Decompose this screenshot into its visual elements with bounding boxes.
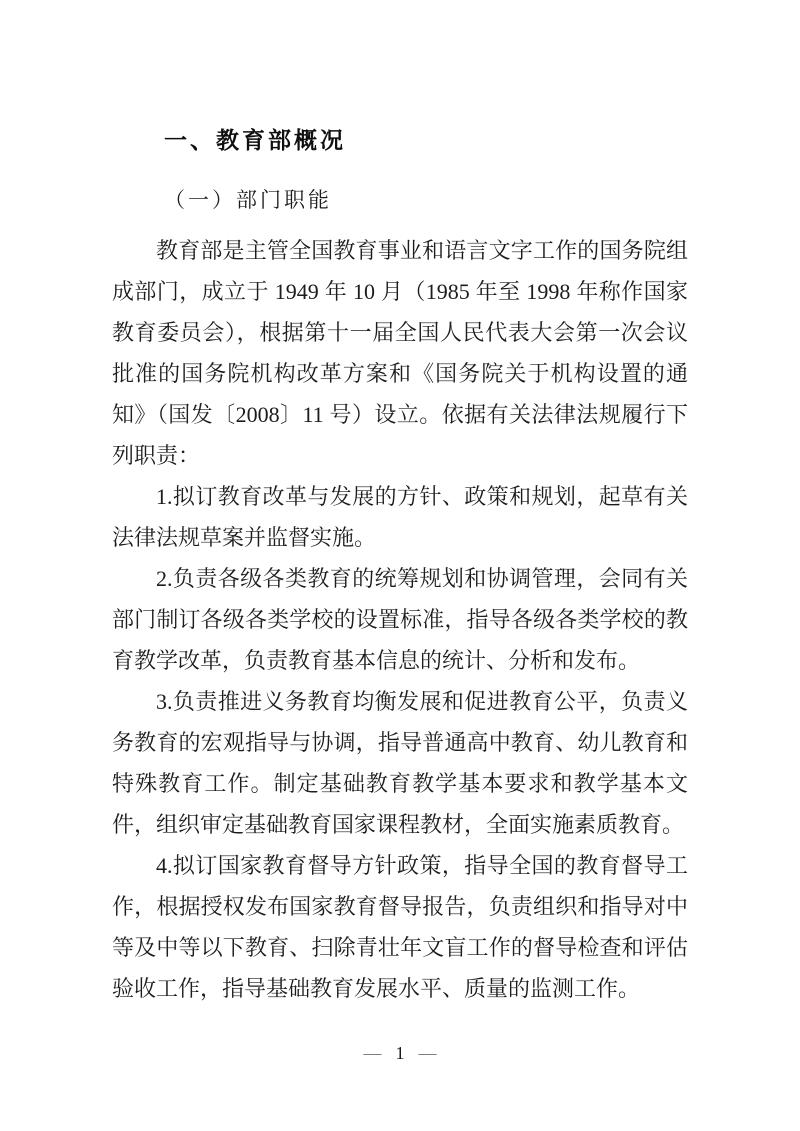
page-footer	[0, 1040, 800, 1066]
paragraph-duty-4: 4.拟订国家教育督导方针政策，指导全国的教育督导工作，根据授权发布国家教育督导报告，负责组织和指导对中等及中等以下教育、扫除青壮年文盲工作的督导检查和评估验收工作，指导基础教育发展水平、质量的监测工作。	[112, 853, 688, 1001]
footer-dash-left: —	[363, 1043, 382, 1063]
footer-dash-right: —	[418, 1043, 437, 1063]
section-title: 一、教育部概况	[164, 127, 346, 153]
page-number: 1	[395, 1043, 405, 1063]
paragraph-intro: 教育部是主管全国教育事业和语言文字工作的国务院组成部门，成立于 1949 年 10 月（1985 年至 1998 年称作国家教育委员会），根据第十一届全国人民代表大会第一次会议批准的国务院机构改革方案和《国务院关于机构设置的通知》（国发〔2008〕11 号）设立。依据有关法律法规履行下列职责：	[112, 238, 688, 468]
paragraph-duty-3: 3.负责推进义务教育均衡发展和促进教育公平，负责义务教育的宏观指导与协调，指导普通高中教育、幼儿教育和特殊教育工作。制定基础教育教学基本要求和教学基本文件，组织审定基础教育国家课程教材，全面实施素质教育。	[112, 689, 688, 837]
paragraph-duty-1: 1.拟订教育改革与发展的方针、政策和规划，起草有关法律法规草案并监督实施。	[112, 484, 688, 550]
subsection-title: （一）部门职能	[164, 188, 332, 212]
paragraph-duty-2: 2.负责各级各类教育的统筹规划和协调管理，会同有关部门制订各级各类学校的设置标准，指导各级各类学校的教育教学改革，负责教育基本信息的统计、分析和发布。	[112, 566, 688, 673]
document-body	[112, 230, 688, 1009]
